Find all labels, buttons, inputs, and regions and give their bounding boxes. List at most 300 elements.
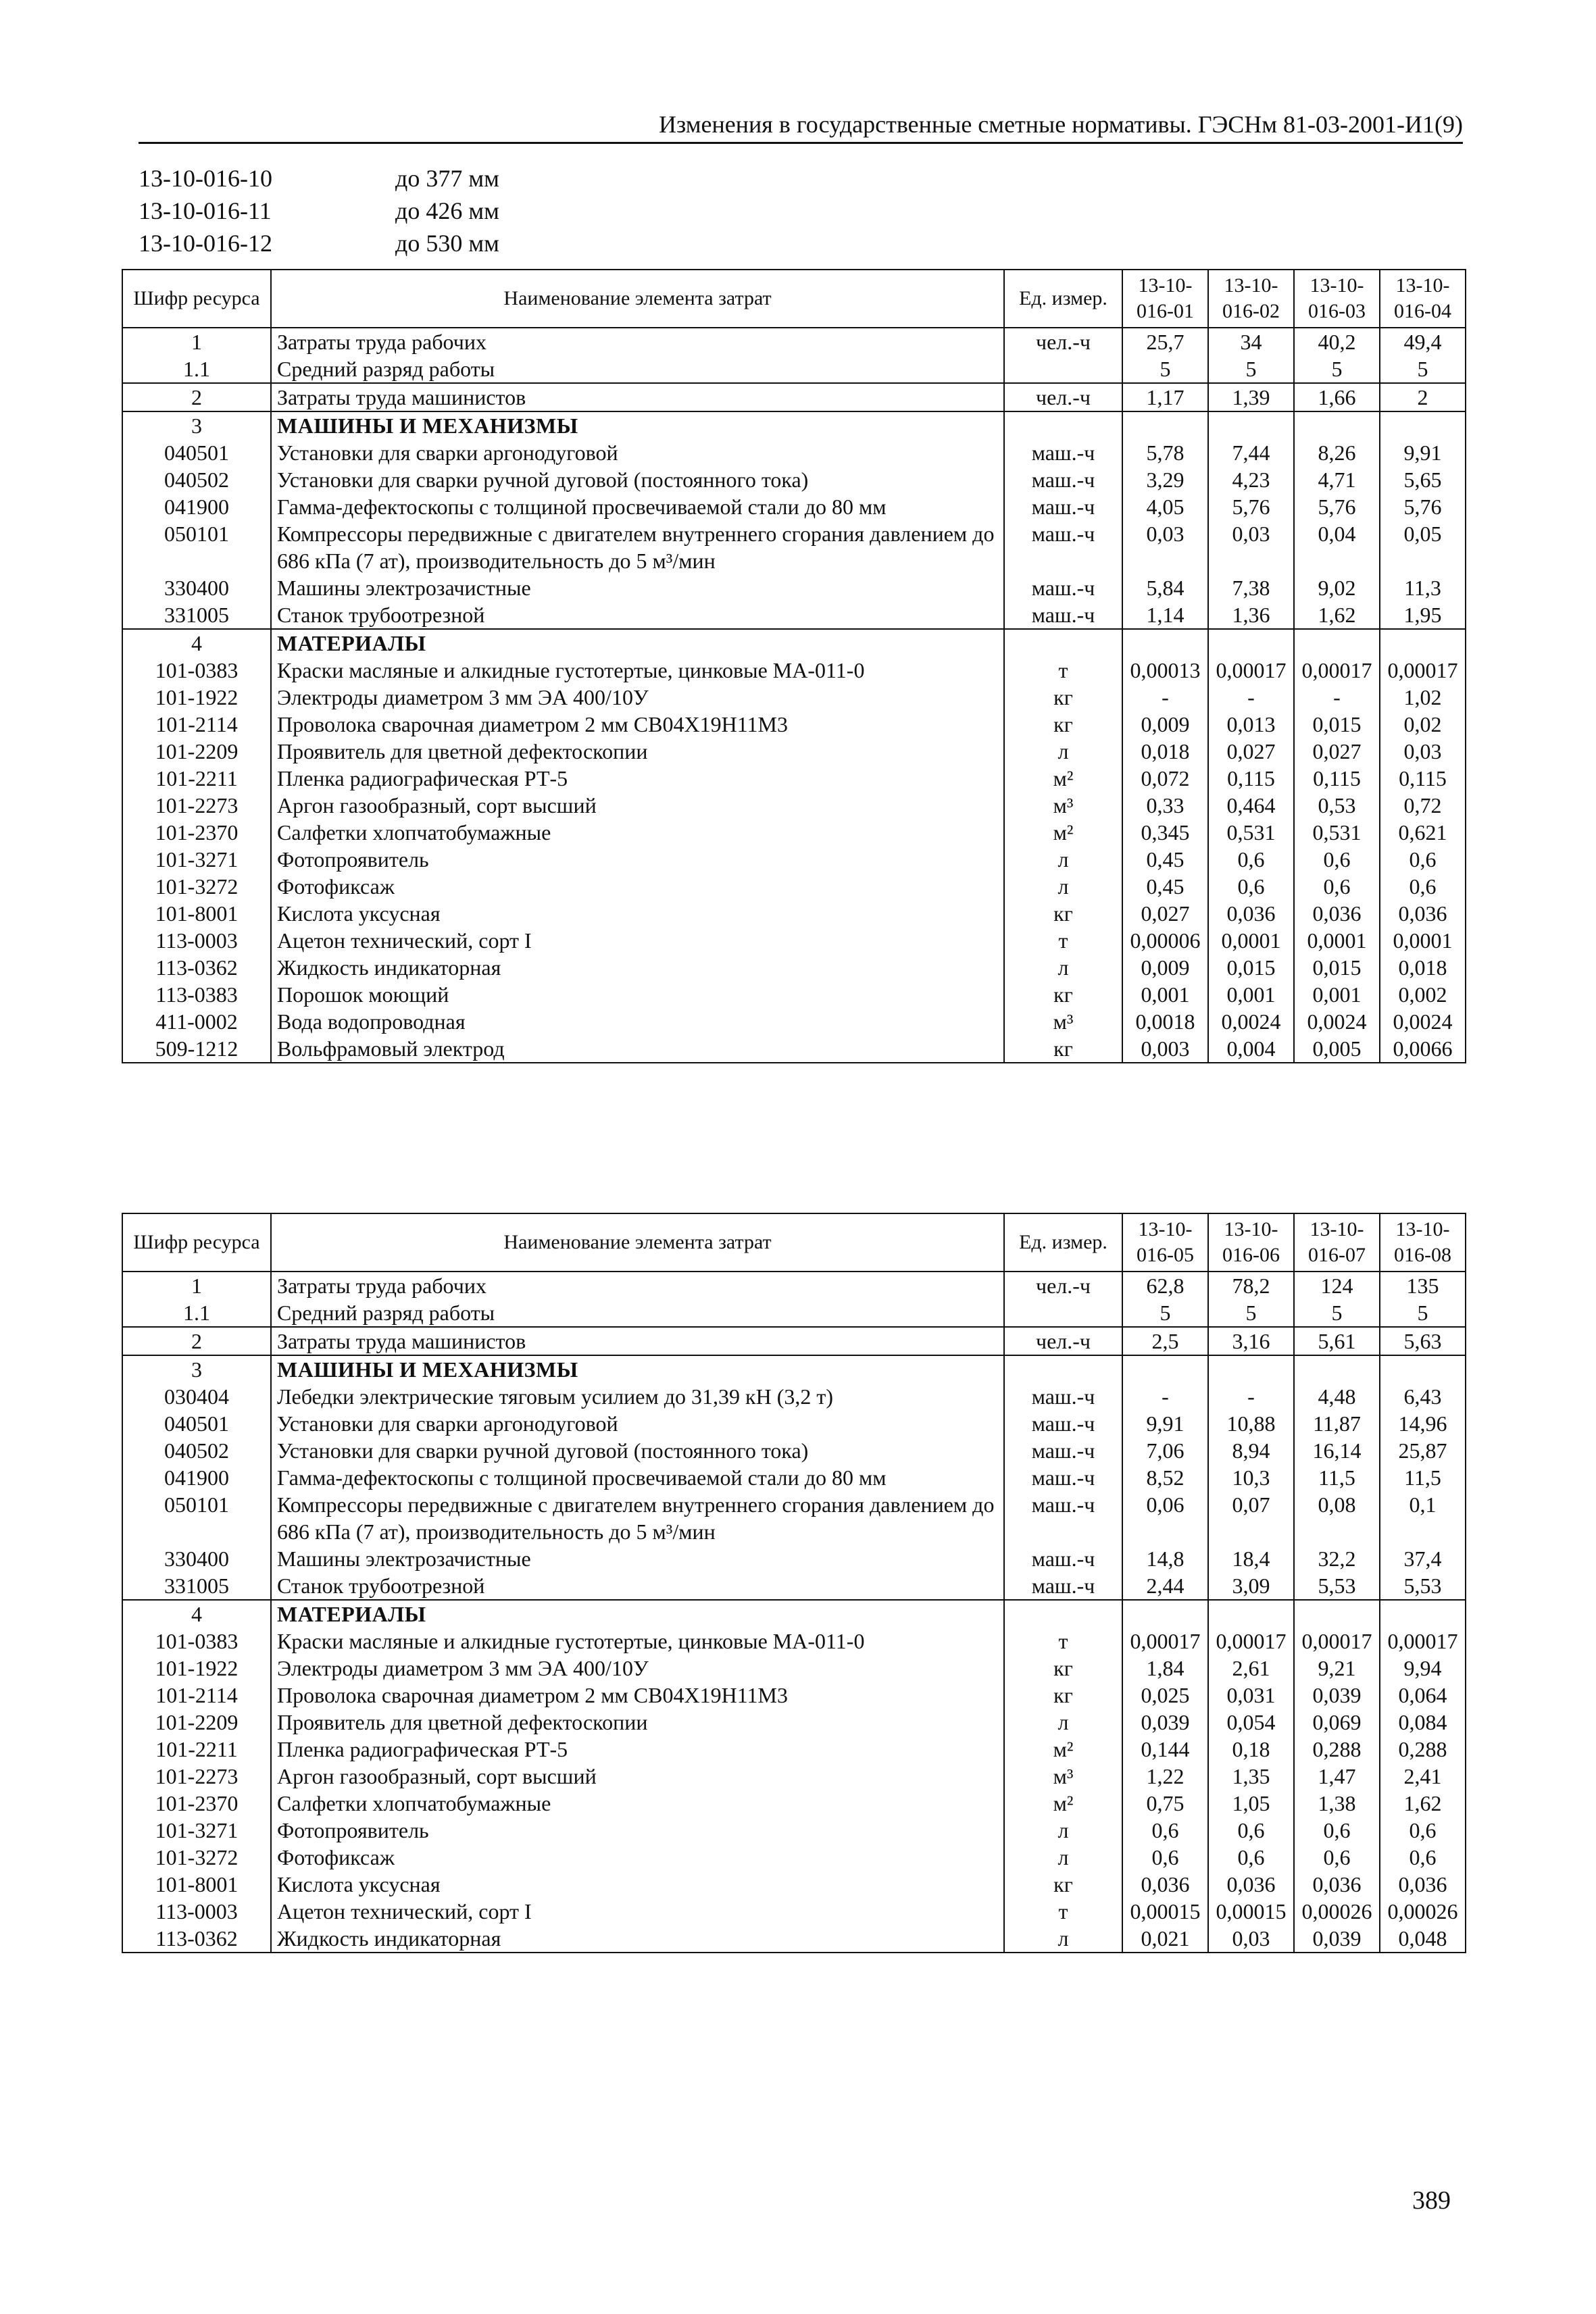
row-value: 5,78 <box>1122 439 1208 466</box>
row-value: 4,23 <box>1208 466 1294 493</box>
table-row <box>122 1817 1466 1844</box>
row-value: 5 <box>1380 355 1466 383</box>
table-row <box>122 657 1466 684</box>
header-col: 13-10-016-02 <box>1208 270 1294 328</box>
row-value: 2,41 <box>1380 1763 1466 1790</box>
row-value: 2 <box>1380 383 1466 411</box>
table-header-row <box>122 270 1466 328</box>
row-name: Ацетон технический, сорт I <box>271 1898 1004 1925</box>
row-value: 16,14 <box>1294 1437 1380 1464</box>
row-unit <box>1004 1355 1122 1383</box>
row-value: 8,94 <box>1208 1437 1294 1464</box>
row-value: 3,16 <box>1208 1327 1294 1355</box>
row-value: 9,02 <box>1294 574 1380 601</box>
row-value: 0,1 <box>1380 1491 1466 1545</box>
row-value: 34 <box>1208 328 1294 355</box>
row-code: 101-1922 <box>122 684 271 711</box>
row-unit: л <box>1004 1817 1122 1844</box>
row-value: 0,08 <box>1294 1491 1380 1545</box>
row-value: 0,6 <box>1380 1817 1466 1844</box>
row-value: 0,00017 <box>1294 1628 1380 1655</box>
row-value <box>1380 1600 1466 1628</box>
table-row <box>122 1790 1466 1817</box>
row-name: Фотофиксаж <box>271 873 1004 900</box>
header-unit: Ед. измер. <box>1004 1213 1122 1272</box>
row-code: 1.1 <box>122 355 271 383</box>
row-value: 0,013 <box>1208 711 1294 738</box>
row-value: - <box>1122 1383 1208 1410</box>
row-unit: маш.-ч <box>1004 1383 1122 1410</box>
row-value: 0,005 <box>1294 1035 1380 1063</box>
table-row <box>122 873 1466 900</box>
row-code: 101-2211 <box>122 1736 271 1763</box>
row-code: 509-1212 <box>122 1035 271 1063</box>
row-unit <box>1004 411 1122 439</box>
table-row <box>122 1628 1466 1655</box>
row-value: 0,03 <box>1208 520 1294 574</box>
row-value: 0,036 <box>1294 900 1380 927</box>
row-value: 7,38 <box>1208 574 1294 601</box>
row-value: 0,6 <box>1208 873 1294 900</box>
row-code: 101-2114 <box>122 711 271 738</box>
table-row <box>122 574 1466 601</box>
row-value: 0,0018 <box>1122 1008 1208 1035</box>
table-row <box>122 1437 1466 1464</box>
row-unit: т <box>1004 1898 1122 1925</box>
row-unit: маш.-ч <box>1004 466 1122 493</box>
row-name: Проявитель для цветной дефектоскопии <box>271 738 1004 765</box>
row-value: 18,4 <box>1208 1545 1294 1572</box>
row-value: 5,65 <box>1380 466 1466 493</box>
row-value: 0,45 <box>1122 846 1208 873</box>
row-value: 0,45 <box>1122 873 1208 900</box>
row-code: 113-0362 <box>122 954 271 981</box>
row-name: Затраты труда машинистов <box>271 1327 1004 1355</box>
table-row <box>122 1925 1466 1953</box>
row-value: 0,048 <box>1380 1925 1466 1953</box>
row-name: Кислота уксусная <box>271 900 1004 927</box>
row-unit: кг <box>1004 1682 1122 1709</box>
table-row <box>122 439 1466 466</box>
table-row <box>122 1272 1466 1299</box>
row-code: 101-2209 <box>122 738 271 765</box>
row-name: Вода водопроводная <box>271 1008 1004 1035</box>
row-value: 0,6 <box>1380 846 1466 873</box>
row-unit: чел.-ч <box>1004 328 1122 355</box>
row-name: Машины электрозачистные <box>271 574 1004 601</box>
row-unit: маш.-ч <box>1004 1437 1122 1464</box>
row-unit <box>1004 355 1122 383</box>
row-value: 0,015 <box>1294 711 1380 738</box>
row-value: 14,8 <box>1122 1545 1208 1572</box>
row-code: 101-2273 <box>122 1763 271 1790</box>
row-value: 0,6 <box>1208 1844 1294 1871</box>
row-unit: кг <box>1004 981 1122 1008</box>
row-code: 041900 <box>122 1464 271 1491</box>
row-value: 0,00017 <box>1294 657 1380 684</box>
row-name: Средний разряд работы <box>271 1299 1004 1327</box>
row-value: 62,8 <box>1122 1272 1208 1299</box>
row-value: 0,009 <box>1122 954 1208 981</box>
row-unit: маш.-ч <box>1004 439 1122 466</box>
page-header: Изменения в государственные сметные нормативы. ГЭСНм 81-03-2001-И1(9) <box>139 108 1463 144</box>
row-value: 0,115 <box>1208 765 1294 792</box>
header-col: 13-10-016-07 <box>1294 1213 1380 1272</box>
row-value: 0,039 <box>1122 1709 1208 1736</box>
row-value: 40,2 <box>1294 328 1380 355</box>
section-row <box>122 629 1466 657</box>
table-row <box>122 738 1466 765</box>
row-name: Установки для сварки ручной дуговой (постоянного тока) <box>271 1437 1004 1464</box>
table-row <box>122 1008 1466 1035</box>
row-code: 330400 <box>122 574 271 601</box>
header-code: Шифр ресурса <box>122 1213 271 1272</box>
row-unit: чел.-ч <box>1004 1272 1122 1299</box>
table-row <box>122 1383 1466 1410</box>
table-row <box>122 1545 1466 1572</box>
row-value: 135 <box>1380 1272 1466 1299</box>
row-value: 0,039 <box>1294 1925 1380 1953</box>
row-value <box>1380 411 1466 439</box>
intro-code: 13-10-016-12 <box>139 230 272 257</box>
row-unit: чел.-ч <box>1004 1327 1122 1355</box>
row-value: 1,47 <box>1294 1763 1380 1790</box>
row-value: 0,036 <box>1294 1871 1380 1898</box>
row-code: 2 <box>122 1327 271 1355</box>
row-code: 113-0003 <box>122 927 271 954</box>
row-name: Средний разряд работы <box>271 355 1004 383</box>
row-value: 0,015 <box>1208 954 1294 981</box>
section-row <box>122 411 1466 439</box>
row-code: 1 <box>122 1272 271 1299</box>
table-row <box>122 684 1466 711</box>
row-value: 1,35 <box>1208 1763 1294 1790</box>
row-value: 0,06 <box>1122 1491 1208 1545</box>
row-code: 040501 <box>122 439 271 466</box>
row-value: 0,0001 <box>1208 927 1294 954</box>
row-unit <box>1004 1299 1122 1327</box>
row-value: 5,76 <box>1208 493 1294 520</box>
row-unit: кг <box>1004 1655 1122 1682</box>
row-value: 0,00015 <box>1122 1898 1208 1925</box>
row-value: 0,00017 <box>1380 1628 1466 1655</box>
row-unit: м³ <box>1004 1763 1122 1790</box>
row-code: 113-0362 <box>122 1925 271 1953</box>
row-value: 0,00017 <box>1122 1628 1208 1655</box>
row-name: Машины электрозачистные <box>271 1545 1004 1572</box>
row-value: 0,027 <box>1294 738 1380 765</box>
row-name: МАТЕРИАЛЫ <box>271 629 1004 657</box>
row-value: 0,531 <box>1208 819 1294 846</box>
table-header-row <box>122 1213 1466 1272</box>
header-unit: Ед. измер. <box>1004 270 1122 328</box>
row-code: 101-2370 <box>122 1790 271 1817</box>
table-row <box>122 1736 1466 1763</box>
row-value: 1,95 <box>1380 601 1466 629</box>
row-value <box>1294 1600 1380 1628</box>
row-value: 9,91 <box>1380 439 1466 466</box>
row-value: 1,36 <box>1208 601 1294 629</box>
row-value: 5 <box>1380 1299 1466 1327</box>
row-unit: чел.-ч <box>1004 383 1122 411</box>
row-unit: маш.-ч <box>1004 1572 1122 1600</box>
row-value: 0,05 <box>1380 520 1466 574</box>
intro-row <box>139 227 499 259</box>
row-value: 0,72 <box>1380 792 1466 819</box>
row-value: 0,531 <box>1294 819 1380 846</box>
row-value: - <box>1122 684 1208 711</box>
table-row <box>122 328 1466 355</box>
row-value: 0,069 <box>1294 1709 1380 1736</box>
table-row <box>122 1871 1466 1898</box>
row-value: 0,001 <box>1208 981 1294 1008</box>
row-unit: кг <box>1004 1035 1122 1063</box>
row-value: 0,001 <box>1294 981 1380 1008</box>
row-unit: м² <box>1004 819 1122 846</box>
row-name: Аргон газообразный, сорт высший <box>271 1763 1004 1790</box>
row-unit <box>1004 1600 1122 1628</box>
row-name: Фотопроявитель <box>271 1817 1004 1844</box>
row-code: 101-3272 <box>122 1844 271 1871</box>
row-value <box>1208 1600 1294 1628</box>
header-name: Наименование элемента затрат <box>271 1213 1004 1272</box>
row-name: Ацетон технический, сорт I <box>271 927 1004 954</box>
header-col: 13-10-016-01 <box>1122 270 1208 328</box>
row-value: 37,4 <box>1380 1545 1466 1572</box>
table-row <box>122 1491 1466 1545</box>
intro-row <box>139 162 499 195</box>
row-name: МАШИНЫ И МЕХАНИЗМЫ <box>271 1355 1004 1383</box>
row-name: Электроды диаметром 3 мм ЭА 400/10У <box>271 1655 1004 1682</box>
row-value: 0,33 <box>1122 792 1208 819</box>
row-name: Фотопроявитель <box>271 846 1004 873</box>
row-value: 1,17 <box>1122 383 1208 411</box>
row-value: 2,5 <box>1122 1327 1208 1355</box>
row-code: 331005 <box>122 601 271 629</box>
row-unit: м² <box>1004 1790 1122 1817</box>
row-value: 0,53 <box>1294 792 1380 819</box>
row-value <box>1208 411 1294 439</box>
row-value: 0,288 <box>1294 1736 1380 1763</box>
row-value: 0,00026 <box>1380 1898 1466 1925</box>
row-value: 0,6 <box>1294 1844 1380 1871</box>
row-value: 0,00013 <box>1122 657 1208 684</box>
row-value: 3,29 <box>1122 466 1208 493</box>
row-value <box>1380 629 1466 657</box>
row-value: 0,036 <box>1380 1871 1466 1898</box>
table-row <box>122 1572 1466 1600</box>
row-value: 5,84 <box>1122 574 1208 601</box>
row-value <box>1122 1355 1208 1383</box>
row-code: 041900 <box>122 493 271 520</box>
row-value: 1,62 <box>1294 601 1380 629</box>
row-value: 4,05 <box>1122 493 1208 520</box>
table-row <box>122 1299 1466 1327</box>
row-value: 0,027 <box>1208 738 1294 765</box>
row-code: 030404 <box>122 1383 271 1410</box>
row-value: 5,76 <box>1294 493 1380 520</box>
row-value <box>1122 411 1208 439</box>
row-value <box>1208 629 1294 657</box>
row-unit: м³ <box>1004 792 1122 819</box>
row-value: 0,015 <box>1294 954 1380 981</box>
table-row <box>122 1709 1466 1736</box>
row-value: 11,5 <box>1380 1464 1466 1491</box>
row-unit: м² <box>1004 765 1122 792</box>
row-value: 9,94 <box>1380 1655 1466 1682</box>
row-value: 1,39 <box>1208 383 1294 411</box>
row-name: Пленка радиографическая РТ-5 <box>271 1736 1004 1763</box>
intro-text: до 426 мм <box>395 197 499 224</box>
row-unit: т <box>1004 1628 1122 1655</box>
row-name: Затраты труда рабочих <box>271 1272 1004 1299</box>
row-code: 113-0003 <box>122 1898 271 1925</box>
row-code: 040501 <box>122 1410 271 1437</box>
row-value: 0,6 <box>1294 846 1380 873</box>
row-value: 1,02 <box>1380 684 1466 711</box>
row-code: 101-2209 <box>122 1709 271 1736</box>
row-value: 0,009 <box>1122 711 1208 738</box>
row-value: 5 <box>1122 355 1208 383</box>
row-name: Пленка радиографическая РТ-5 <box>271 765 1004 792</box>
row-code: 101-3272 <box>122 873 271 900</box>
row-name: Электроды диаметром 3 мм ЭА 400/10У <box>271 684 1004 711</box>
row-value: 0,064 <box>1380 1682 1466 1709</box>
row-unit: маш.-ч <box>1004 520 1122 574</box>
row-name: Жидкость индикаторная <box>271 1925 1004 1953</box>
row-name: Станок трубоотрезной <box>271 1572 1004 1600</box>
row-code: 050101 <box>122 1491 271 1545</box>
row-code: 3 <box>122 1355 271 1383</box>
row-value: 0,75 <box>1122 1790 1208 1817</box>
row-code: 101-0383 <box>122 1628 271 1655</box>
row-value: 0,036 <box>1208 900 1294 927</box>
header-col: 13-10-016-08 <box>1380 1213 1466 1272</box>
row-name: Станок трубоотрезной <box>271 601 1004 629</box>
row-value: 0,00017 <box>1208 1628 1294 1655</box>
row-value: 10,3 <box>1208 1464 1294 1491</box>
row-code: 411-0002 <box>122 1008 271 1035</box>
row-unit: кг <box>1004 900 1122 927</box>
row-value: 5 <box>1122 1299 1208 1327</box>
row-value: 6,43 <box>1380 1383 1466 1410</box>
row-value: 32,2 <box>1294 1545 1380 1572</box>
row-value: 0,464 <box>1208 792 1294 819</box>
table-row <box>122 792 1466 819</box>
header-name: Наименование элемента затрат <box>271 270 1004 328</box>
row-unit: маш.-ч <box>1004 1410 1122 1437</box>
row-unit: л <box>1004 873 1122 900</box>
row-code: 101-1922 <box>122 1655 271 1682</box>
row-value: 3,09 <box>1208 1572 1294 1600</box>
section-row <box>122 1600 1466 1628</box>
row-value: 0,0024 <box>1380 1008 1466 1035</box>
row-name: Проволока сварочная диаметром 2 мм СВ04Х19Н11М3 <box>271 1682 1004 1709</box>
row-value: 0,00015 <box>1208 1898 1294 1925</box>
row-value: 0,621 <box>1380 819 1466 846</box>
row-name: Установки для сварки ручной дуговой (постоянного тока) <box>271 466 1004 493</box>
row-name: Гамма-дефектоскопы с толщиной просвечиваемой стали до 80 мм <box>271 1464 1004 1491</box>
row-name: МАШИНЫ И МЕХАНИЗМЫ <box>271 411 1004 439</box>
row-value: 5 <box>1208 355 1294 383</box>
row-value: 0,6 <box>1208 1817 1294 1844</box>
row-unit: л <box>1004 1844 1122 1871</box>
row-code: 101-8001 <box>122 1871 271 1898</box>
table-row <box>122 1327 1466 1355</box>
norms-table-2 <box>122 1213 1466 1953</box>
row-value: 5 <box>1208 1299 1294 1327</box>
row-value: 4,48 <box>1294 1383 1380 1410</box>
row-value: 0,07 <box>1208 1491 1294 1545</box>
row-value: 0,6 <box>1122 1817 1208 1844</box>
row-value <box>1122 629 1208 657</box>
table-row <box>122 601 1466 629</box>
row-value: 1,38 <box>1294 1790 1380 1817</box>
row-value: 5,63 <box>1380 1327 1466 1355</box>
row-value <box>1294 1355 1380 1383</box>
row-code: 040502 <box>122 466 271 493</box>
row-value: 11,3 <box>1380 574 1466 601</box>
row-value: 0,144 <box>1122 1736 1208 1763</box>
row-value: 0,115 <box>1380 765 1466 792</box>
row-value: 0,0024 <box>1208 1008 1294 1035</box>
table-row <box>122 900 1466 927</box>
table-row <box>122 846 1466 873</box>
table-row <box>122 1035 1466 1063</box>
row-value: 10,88 <box>1208 1410 1294 1437</box>
row-value: 2,44 <box>1122 1572 1208 1600</box>
row-value <box>1208 1355 1294 1383</box>
row-value <box>1380 1355 1466 1383</box>
row-value: 0,036 <box>1208 1871 1294 1898</box>
row-value: 0,001 <box>1122 981 1208 1008</box>
row-value: 0,0024 <box>1294 1008 1380 1035</box>
row-name: Краски масляные и алкидные густотертые, цинковые МА-011-0 <box>271 1628 1004 1655</box>
row-unit: л <box>1004 1925 1122 1953</box>
intro-text: до 530 мм <box>395 230 499 257</box>
header-col: 13-10-016-06 <box>1208 1213 1294 1272</box>
row-value: 124 <box>1294 1272 1380 1299</box>
row-unit: кг <box>1004 684 1122 711</box>
row-value: 2,61 <box>1208 1655 1294 1682</box>
row-value: 0,018 <box>1380 954 1466 981</box>
row-value: 7,06 <box>1122 1437 1208 1464</box>
row-value: 0,288 <box>1380 1736 1466 1763</box>
table-row <box>122 355 1466 383</box>
row-value: 0,039 <box>1294 1682 1380 1709</box>
intro-row <box>139 195 499 227</box>
row-value: 0,04 <box>1294 520 1380 574</box>
row-name: Фотофиксаж <box>271 1844 1004 1871</box>
row-value: 1,84 <box>1122 1655 1208 1682</box>
row-value: 0,021 <box>1122 1925 1208 1953</box>
table-row <box>122 927 1466 954</box>
row-name: Компрессоры передвижные с двигателем внутреннего сгорания давлением до 686 кПа (7 ат), производительность до 5 м³/мин <box>271 1491 1004 1545</box>
row-unit: м³ <box>1004 1008 1122 1035</box>
row-unit: т <box>1004 657 1122 684</box>
row-value: 8,26 <box>1294 439 1380 466</box>
row-unit: кг <box>1004 1871 1122 1898</box>
row-value: 0,027 <box>1122 900 1208 927</box>
row-name: Установки для сварки аргонодуговой <box>271 439 1004 466</box>
row-name: Проявитель для цветной дефектоскопии <box>271 1709 1004 1736</box>
row-name: Гамма-дефектоскопы с толщиной просвечиваемой стали до 80 мм <box>271 493 1004 520</box>
table-row <box>122 383 1466 411</box>
header-col: 13-10-016-05 <box>1122 1213 1208 1272</box>
row-value: 1,62 <box>1380 1790 1466 1817</box>
table-row <box>122 493 1466 520</box>
row-value: 0,6 <box>1380 1844 1466 1871</box>
